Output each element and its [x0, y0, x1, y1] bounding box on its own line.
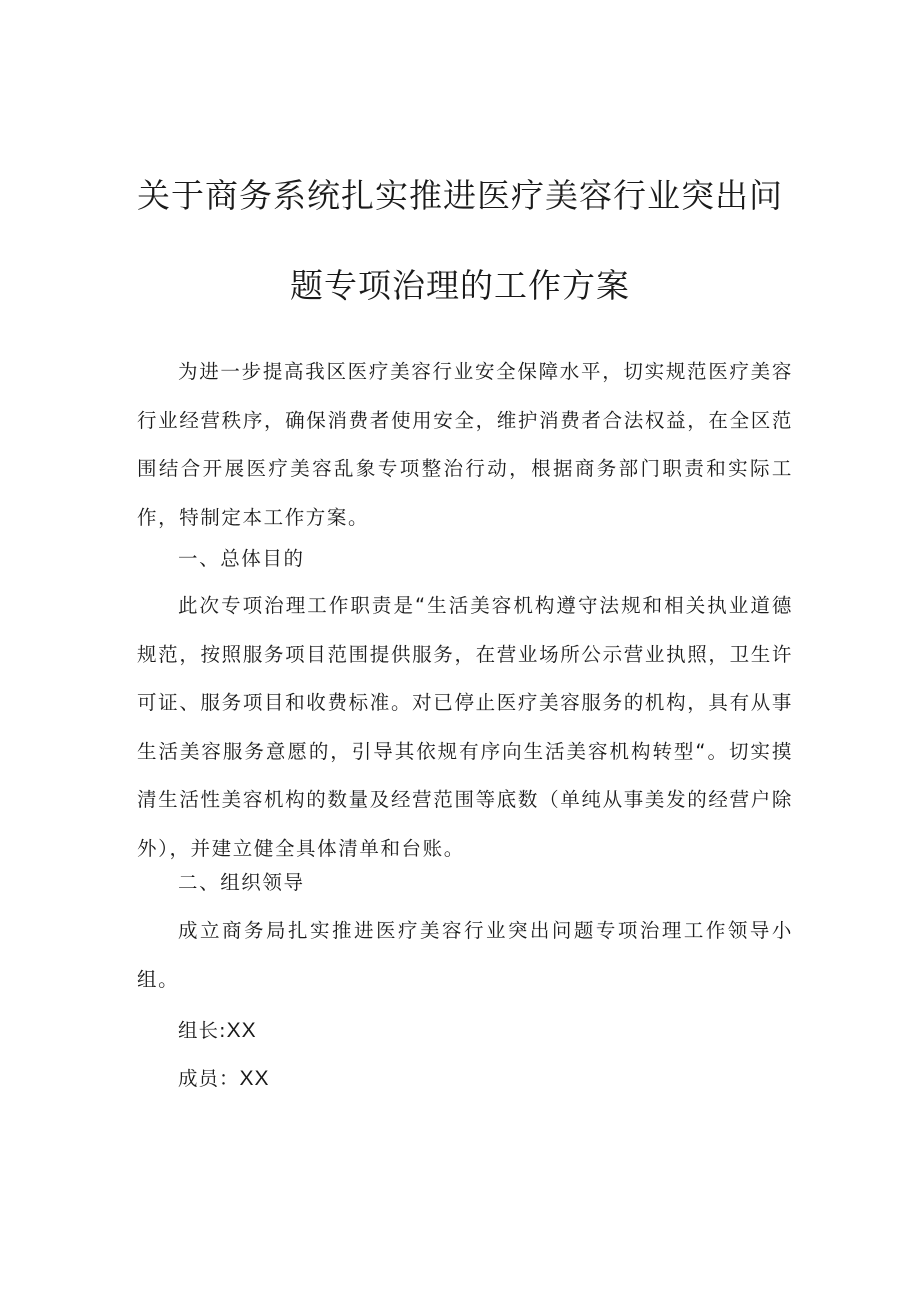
section1-paragraph: 此次专项治理工作职责是“生活美容机构遵守法规和相关执业道德规范，按照服务项目范围提供服务，在营业场所公示营业执照，卫生许可证、服务项目和收费标准。对已停止医疗美容服务的机构，具有从事生活美容服务意愿的，引导其依规有序向生活美容机构转型“。切实摸清生活性美容机构的数量及经营范围等底数（单纯从事美发的经营户除外），并建立健全具体清单和台账。	[137, 594, 793, 860]
leader-label: 组长:	[178, 1019, 227, 1042]
leader-line	[178, 1016, 257, 1046]
members-label: 成员：	[178, 1067, 240, 1090]
intro-paragraph: 为进一步提高我区医疗美容行业安全保障水平，切实规范医疗美容行业经营秩序，确保消费者使用安全，维护消费者合法权益，在全区范围结合开展医疗美容乱象专项整治行动，根据商务部门职责和实际工作，特制定本工作方案。	[137, 360, 793, 529]
document-title-line1: 关于商务系统扎实推进医疗美容行业突出问	[137, 176, 783, 215]
section2-paragraph: 成立商务局扎实推进医疗美容行业突出问题专项治理工作领导小组。	[137, 919, 793, 991]
document-title-line2: 题专项治理的工作方案	[290, 266, 630, 305]
members-value: XX	[239, 1067, 270, 1090]
section1-heading: 一、总体目的	[178, 547, 305, 570]
members-line	[178, 1064, 270, 1094]
leader-value: XX	[226, 1019, 257, 1042]
section2-heading: 二、组织领导	[178, 871, 305, 894]
